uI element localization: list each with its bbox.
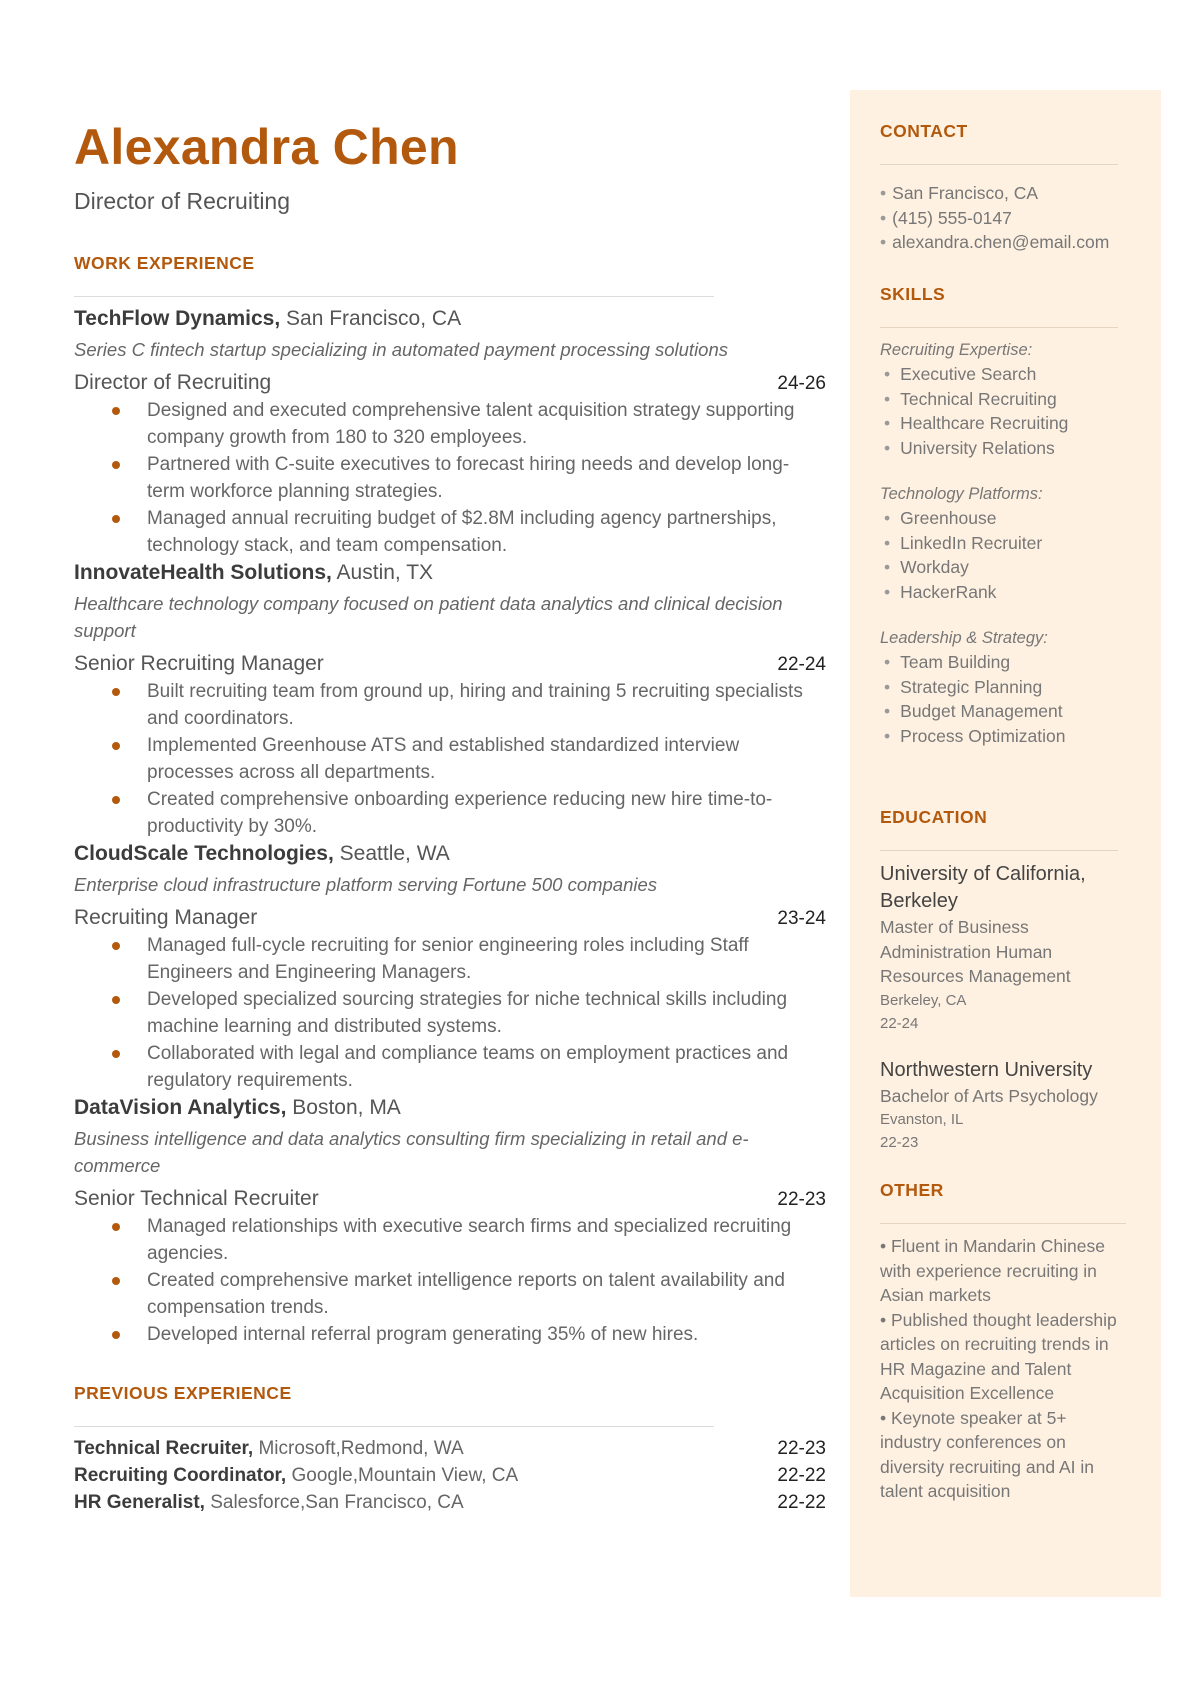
job-role: Recruiting Manager bbox=[74, 906, 258, 929]
skill-item: • University Relations bbox=[884, 437, 1055, 458]
bullet-icon: • bbox=[880, 232, 887, 252]
job-bullet: Partnered with C-suite executives to forecast hiring needs and develop long-term workforce planning strategies. bbox=[74, 451, 826, 505]
bullet-icon: • bbox=[884, 676, 891, 697]
skill-item: • Process Optimization bbox=[884, 725, 1066, 746]
skill-item: • Healthcare Recruiting bbox=[884, 413, 1069, 433]
job-role: Senior Recruiting Manager bbox=[74, 652, 324, 675]
skill-category: Recruiting Expertise: bbox=[880, 341, 1033, 359]
section-divider bbox=[880, 1223, 1126, 1224]
other-item: • Published thought leadership articles on recruiting trends in HR Magazine and Talent Acquisition Excellence bbox=[880, 1309, 1117, 1403]
job-list bbox=[74, 305, 826, 1348]
job-bullets bbox=[74, 932, 826, 1094]
job-role-row bbox=[74, 1185, 826, 1213]
previous-item bbox=[74, 1462, 826, 1489]
contact-heading: CONTACT bbox=[880, 121, 968, 141]
bullet-dot-icon bbox=[112, 996, 120, 1004]
job-description: Series C fintech startup specializing in automated payment processing solutions bbox=[74, 339, 729, 360]
job-bullet: Built recruiting team from ground up, hiring and training 5 recruiting specialists and coordinators. bbox=[74, 678, 826, 732]
work-experience-heading: WORK EXPERIENCE bbox=[74, 253, 255, 273]
contact-email[interactable]: • alexandra.chen@email.com bbox=[880, 232, 1110, 252]
job-bullet: Developed specialized sourcing strategies for niche technical skills including machine learning and distributed systems. bbox=[74, 986, 826, 1040]
bullet-dot-icon bbox=[112, 407, 120, 415]
contact-location: • San Francisco, CA bbox=[880, 183, 1039, 203]
job-bullet: Managed relationships with executive search firms and specialized recruiting agencies. bbox=[74, 1213, 826, 1267]
bullet-icon: • bbox=[884, 508, 891, 528]
bullet-icon: • bbox=[880, 183, 887, 203]
job-bullet: Developed internal referral program generating 35% of new hires. bbox=[74, 1321, 826, 1348]
education-dates: 22-24 bbox=[880, 1014, 919, 1032]
skill-category: Technology Platforms: bbox=[880, 485, 1043, 503]
job-dates: 22-24 bbox=[777, 654, 826, 675]
bullet-dot-icon bbox=[112, 796, 120, 804]
job-bullet: Managed annual recruiting budget of $2.8M including agency partnerships, technology stack, and team compensation. bbox=[74, 505, 826, 559]
bullet-dot-icon bbox=[112, 1223, 120, 1231]
bullet-icon: • bbox=[884, 652, 891, 672]
job-bullet: Created comprehensive onboarding experience reducing new hire time-to-productivity by 30%. bbox=[74, 786, 826, 840]
education-degree: Master of Business Administration Human Resources Management bbox=[880, 917, 1071, 986]
job-company: InnovateHealth Solutions, bbox=[74, 561, 332, 584]
education-item bbox=[880, 861, 1118, 1035]
previous-dates: 22-22 bbox=[777, 1465, 826, 1486]
job-dates: 22-23 bbox=[777, 1189, 826, 1210]
bullet-dot-icon bbox=[112, 1277, 120, 1285]
bullet-dot-icon bbox=[112, 515, 120, 523]
job-entry bbox=[74, 840, 826, 1094]
job-bullets bbox=[74, 397, 826, 559]
contact-list bbox=[880, 181, 1118, 255]
bullet-icon: • bbox=[884, 581, 891, 602]
candidate-title: Director of Recruiting bbox=[74, 188, 291, 214]
education-degree: Bachelor of Arts Psychology bbox=[880, 1085, 1098, 1106]
job-description: Healthcare technology company focused on patient data analytics and clinical decision support bbox=[74, 593, 783, 641]
other-item: • Fluent in Mandarin Chinese with experience recruiting in Asian markets bbox=[880, 1236, 1105, 1305]
bullet-dot-icon bbox=[112, 1331, 120, 1339]
job-bullet: Collaborated with legal and compliance teams on employment practices and regulatory requirements. bbox=[74, 1040, 826, 1094]
job-bullet: Designed and executed comprehensive talent acquisition strategy supporting company growth from 180 to 320 employees. bbox=[74, 397, 826, 451]
job-company: CloudScale Technologies, bbox=[74, 842, 334, 865]
education-location: Berkeley, CA bbox=[880, 991, 967, 1009]
job-bullet: Managed full-cycle recruiting for senior engineering roles including Staff Engineers and Engineering Managers. bbox=[74, 932, 826, 986]
job-role-row bbox=[74, 369, 826, 397]
education-section bbox=[880, 806, 1118, 1154]
bullet-dot-icon bbox=[112, 942, 120, 950]
other-section bbox=[880, 1179, 1126, 1504]
skill-item: • HackerRank bbox=[884, 581, 997, 602]
job-entry bbox=[74, 1094, 826, 1348]
previous-role: Recruiting Coordinator, bbox=[74, 1465, 287, 1486]
bullet-dot-icon bbox=[112, 742, 120, 750]
bullet-icon: • bbox=[884, 388, 891, 409]
job-description: Enterprise cloud infrastructure platform serving Fortune 500 companies bbox=[74, 874, 658, 895]
section-divider bbox=[880, 850, 1118, 851]
previous-org: Google,Mountain View, CA bbox=[291, 1465, 519, 1486]
bullet-icon: • bbox=[884, 532, 891, 553]
section-divider bbox=[74, 1426, 714, 1427]
job-bullets bbox=[74, 678, 826, 840]
skills-heading: SKILLS bbox=[880, 284, 946, 304]
previous-item bbox=[74, 1435, 826, 1462]
job-location: Austin, TX bbox=[336, 561, 434, 584]
skill-item: • Team Building bbox=[884, 652, 1011, 672]
education-heading: EDUCATION bbox=[880, 807, 988, 827]
previous-item bbox=[74, 1489, 826, 1516]
bullet-icon: • bbox=[884, 725, 891, 746]
bullet-icon: • bbox=[884, 413, 891, 433]
skill-item: • Budget Management bbox=[884, 701, 1063, 721]
education-school: Northwestern University bbox=[880, 1058, 1093, 1081]
section-divider bbox=[74, 296, 714, 297]
job-entry bbox=[74, 305, 826, 559]
bullet-dot-icon bbox=[112, 688, 120, 696]
education-item bbox=[880, 1057, 1118, 1155]
contact-section bbox=[880, 120, 1118, 255]
job-dates: 24-26 bbox=[777, 373, 826, 394]
bullet-icon: • bbox=[884, 701, 891, 721]
section-divider bbox=[880, 327, 1118, 328]
previous-dates: 22-23 bbox=[777, 1438, 826, 1459]
skill-group bbox=[880, 626, 1118, 748]
job-bullet: Created comprehensive market intelligence reports on talent availability and compensation trends. bbox=[74, 1267, 826, 1321]
candidate-name: Alexandra Chen bbox=[74, 119, 459, 175]
skill-item: • Greenhouse bbox=[884, 508, 997, 528]
education-dates: 22-23 bbox=[880, 1134, 919, 1151]
other-list bbox=[880, 1234, 1126, 1504]
job-company-line bbox=[74, 559, 826, 587]
job-entry bbox=[74, 559, 826, 840]
previous-org: Microsoft,Redmond, WA bbox=[258, 1438, 464, 1459]
skill-category: Leadership & Strategy: bbox=[880, 629, 1048, 647]
bullet-icon: • bbox=[884, 437, 891, 458]
job-role-row bbox=[74, 650, 826, 678]
job-company-line bbox=[74, 840, 826, 868]
job-company: DataVision Analytics, bbox=[74, 1096, 287, 1119]
job-location: Boston, MA bbox=[292, 1096, 401, 1119]
job-bullet: Implemented Greenhouse ATS and established standardized interview processes across all departments. bbox=[74, 732, 826, 786]
job-dates: 23-24 bbox=[777, 908, 826, 929]
previous-list bbox=[74, 1435, 826, 1516]
job-role-row bbox=[74, 904, 826, 932]
previous-dates: 22-22 bbox=[777, 1492, 826, 1513]
job-description: Business intelligence and data analytics consulting firm specializing in retail and e-commerce bbox=[74, 1128, 749, 1176]
other-item: • Keynote speaker at 5+ industry conferences on diversity recruiting and AI in talent acquisition bbox=[880, 1407, 1094, 1501]
bullet-dot-icon bbox=[112, 461, 120, 469]
previous-role: HR Generalist, bbox=[74, 1492, 205, 1513]
skill-item: • LinkedIn Recruiter bbox=[884, 532, 1043, 553]
bullet-icon: • bbox=[880, 207, 887, 228]
previous-experience-heading: PREVIOUS EXPERIENCE bbox=[74, 1383, 292, 1403]
previous-role: Technical Recruiter, bbox=[74, 1438, 254, 1459]
skill-group bbox=[880, 338, 1118, 460]
skills-section bbox=[880, 283, 1118, 748]
education-location: Evanston, IL bbox=[880, 1111, 964, 1128]
previous-org: Salesforce,San Francisco, CA bbox=[210, 1492, 464, 1513]
job-role: Director of Recruiting bbox=[74, 371, 272, 394]
contact-phone: • (415) 555-0147 bbox=[880, 207, 1012, 228]
bullet-dot-icon bbox=[112, 1050, 120, 1058]
job-location: Seattle, WA bbox=[339, 842, 450, 865]
sidebar bbox=[850, 90, 1161, 1597]
education-school: University of California, Berkeley bbox=[880, 863, 1086, 912]
bullet-icon: • bbox=[884, 364, 891, 384]
main-column bbox=[74, 118, 826, 1516]
job-role: Senior Technical Recruiter bbox=[74, 1187, 319, 1210]
bullet-icon: • bbox=[884, 557, 891, 577]
section-divider bbox=[880, 164, 1118, 165]
skill-item: • Executive Search bbox=[884, 364, 1037, 384]
skill-item: • Technical Recruiting bbox=[884, 388, 1057, 409]
job-bullets bbox=[74, 1213, 826, 1348]
skill-item: • Strategic Planning bbox=[884, 676, 1043, 697]
job-company-line bbox=[74, 1094, 826, 1122]
other-heading: OTHER bbox=[880, 1180, 944, 1200]
job-company: TechFlow Dynamics, bbox=[74, 307, 281, 330]
job-location: San Francisco, CA bbox=[286, 307, 462, 330]
skill-group bbox=[880, 482, 1118, 604]
job-company-line bbox=[74, 305, 826, 333]
skill-item: • Workday bbox=[884, 557, 969, 577]
